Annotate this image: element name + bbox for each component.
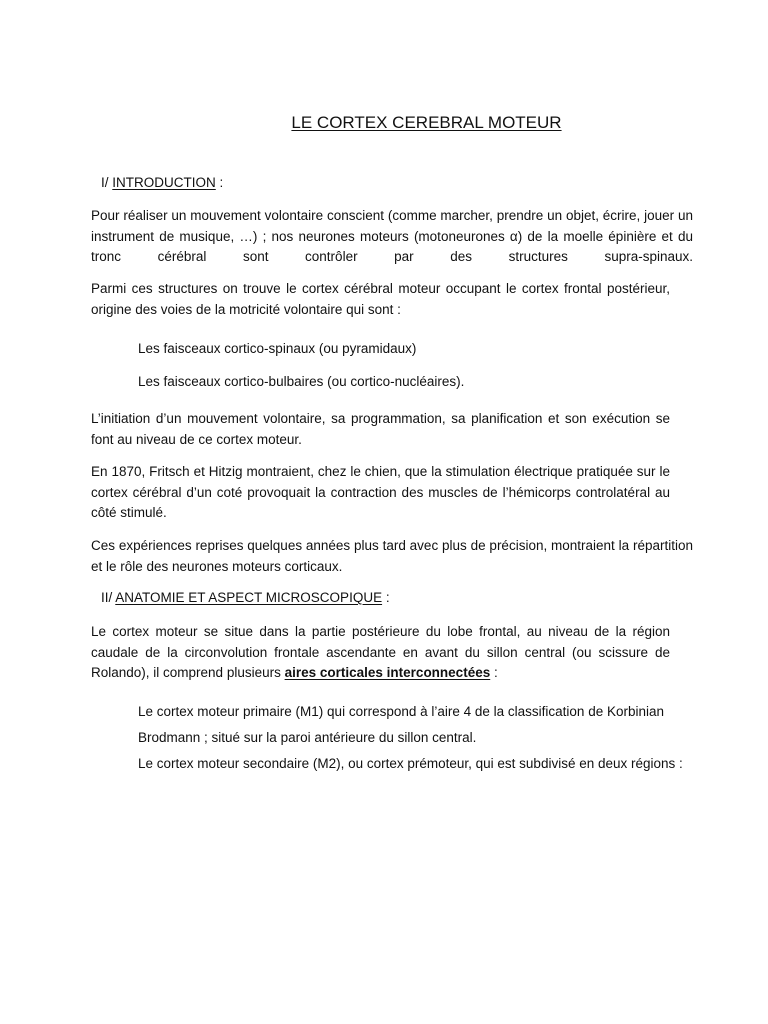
paragraph-intro-5: Ces expériences reprises quelques années plus tard avec plus de précision, montraient la répartition et le rôle des neurones moteurs corticaux. bbox=[91, 538, 693, 574]
section-number: I/ bbox=[101, 175, 113, 190]
section-colon: : bbox=[382, 590, 390, 605]
section-heading-introduction bbox=[101, 175, 223, 190]
paragraph-intro-1: Pour réaliser un mouvement volontaire conscient (comme marcher, prendre un objet, écrire, jouer un instrument de musique, …) ; nos neurones moteurs (motoneurones α) de la moelle épinière et du tronc cérébral sont contrôler par des structures supra-spinaux. bbox=[91, 208, 693, 264]
paragraph-text: Le cortex moteur se situe dans la partie postérieure du lobe frontal, au niveau de la région caudale de la circonvolution frontale ascendante en avant du sillon central (ou scissure de Rolando), il comprend plusieurs bbox=[91, 624, 670, 680]
paragraph-intro-4: En 1870, Fritsch et Hitzig montraient, chez le chien, que la stimulation électrique pratiquée sur le cortex cérébral d’un coté provoquait la contraction des muscles de l’hémicorps controlatéral au côté stimulé. bbox=[91, 464, 670, 520]
list-item: Les faisceaux cortico-bulbaires (ou cortico-nucléaires). bbox=[138, 374, 465, 389]
section-title: ANATOMIE ET ASPECT MICROSCOPIQUE bbox=[115, 590, 383, 605]
section-colon: : bbox=[215, 175, 224, 190]
paragraph-intro-2: Parmi ces structures on trouve le cortex cérébral moteur occupant le cortex frontal postérieur, origine des voies de la motricité volontaire qui sont : bbox=[91, 281, 670, 317]
section-number: II/ bbox=[101, 590, 116, 605]
section-title: INTRODUCTION bbox=[112, 175, 216, 190]
paragraph-colon: : bbox=[490, 665, 498, 680]
paragraph-intro-3: L’initiation d’un mouvement volontaire, sa programmation, sa planification et son exécution se font au niveau de ce cortex moteur. bbox=[91, 411, 670, 447]
paragraph-anatomie-1 bbox=[91, 622, 670, 684]
section-heading-anatomie bbox=[101, 590, 390, 605]
document-title: LE CORTEX CEREBRAL MOTEUR bbox=[291, 113, 562, 132]
list-item: Le cortex moteur primaire (M1) qui correspond à l’aire 4 de la classification de Korbinian Brodmann ; situé sur la paroi antérieure du sillon central. bbox=[138, 704, 664, 745]
list-item: Le cortex moteur secondaire (M2), ou cortex prémoteur, qui est subdivisé en deux régions : bbox=[138, 756, 683, 771]
emphasized-term: aires corticales interconnectées bbox=[284, 665, 491, 680]
list-item: Les faisceaux cortico-spinaux (ou pyramidaux) bbox=[138, 341, 417, 356]
